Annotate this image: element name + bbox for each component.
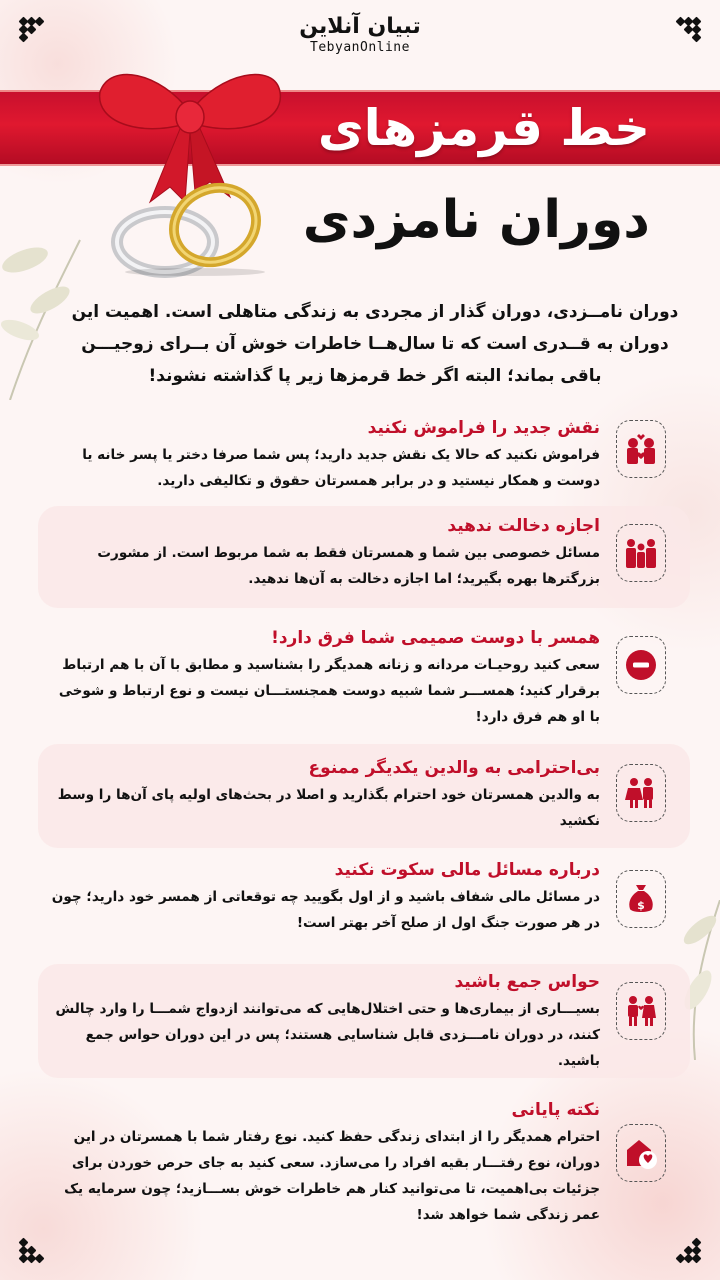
- intro-paragraph: دوران نامــزدی، دوران گذار از مجردی به زندگی متاهلی است. اهمیت این دوران به قــدری است که تا سال‌هــا خاطرات خوش آن بــرای زوجیـــن باقی بماند؛ البته اگر خط قرمزها زیر پا گذاشته نشوند!: [71, 302, 679, 386]
- home-heart-icon: [616, 1124, 666, 1182]
- tip-heading: نقش جدید را فراموش نکنید: [367, 418, 600, 438]
- tip-card-finances: [38, 856, 690, 948]
- tip-heading: اجازه دخالت ندهید: [447, 516, 600, 536]
- tip-body: بسیـــاری از بیماری‌ها و حتی اختلال‌هایی که می‌توانند ازدواج شمـــا را وارد چالش کنند، در دوران نامـــزدی قابل شناسایی هستند؛ پس در این دوران حواس جمع باشید.: [55, 1001, 600, 1069]
- tip-body: فراموش نکنید که حالا یک نقش جدید دارید؛ پس شما صرفا دختر یا پسر خانه یا دوست و همکار نیستید و در برابر همسرتان حقوق و تکالیفی دارید.: [82, 447, 600, 489]
- corner-ornament-bottom-right: [676, 1238, 700, 1262]
- tip-body: به والدین همسرتان خود احترام بگذارید و اصلا در بحث‌های اولیه پای آن‌ها را وسط نکشید: [57, 787, 600, 829]
- corner-ornament-bottom-left: [20, 1238, 44, 1262]
- title-line-2: دوران نامزدی: [302, 190, 650, 250]
- logo-persian: تبیان آنلاین: [299, 14, 421, 39]
- tip-card-final-note: [38, 1096, 690, 1226]
- tip-card-be-attentive: [38, 964, 690, 1078]
- tip-heading: نکته پایانی: [511, 1100, 600, 1120]
- tip-body: در مسائل مالی شفاف باشید و از اول بگویید چه توقعاتی از همسر خود دارید؛ چون در هر صورت جنگ اول از صلح آخر بهتر است!: [51, 889, 600, 931]
- tip-card-spouse-vs-friend: [38, 622, 690, 738]
- no-entry-icon: [616, 636, 666, 694]
- couple-hearts-icon: [616, 420, 666, 478]
- tip-heading: درباره مسائل مالی سکوت نکنید: [334, 860, 600, 880]
- tip-card-respect-parents: [38, 744, 690, 848]
- tip-body: سعی کنید روحیـات مردانه و زنانه همدیگر را بشناسید و مطابق با آن با هم ارتباط برقرار کنید؛ همســـر شما شبیه دوست همجنستـــان نیست و نوع ارتباط و شوخی با او هم فرق دارد!: [58, 657, 600, 725]
- couple-heart-icon: [616, 982, 666, 1040]
- tip-body: احترام همدیگر را از ابتدای زندگی حفظ کنید. نوع رفتار شما با همسرتان در این دوران، نوع رفتـــار بقیه افراد را می‌سازد. سعی کنید به جای حرص خوردن برای جزئیات بی‌اهمیت، تا می‌توانید کنار هم خاطرات خوش بســـازید؛ چون سرمایه یک عمر زندگی شما خواهد شد!: [64, 1129, 600, 1223]
- wedding-rings-icon: [105, 180, 285, 280]
- logo-english: TebyanOnline: [310, 40, 410, 55]
- tip-heading: بی‌احترامی به والدین یکدیگر ممنوع: [308, 758, 600, 778]
- elderly-couple-icon: [616, 764, 666, 822]
- svg-text:$: $: [637, 899, 645, 912]
- tip-card-new-role: [38, 410, 690, 500]
- family-icon: [616, 524, 666, 582]
- tip-heading: همسر با دوست صمیمی شما فرق دارد!: [271, 628, 600, 648]
- title-line-1: خط قرمزهای: [317, 99, 650, 157]
- tip-card-no-interference: [38, 506, 690, 608]
- tip-body: مسائل خصوصی بین شما و همسرتان فقط به شما مربوط است. از مشورت بزرگترها بهره بگیرید؛ اما اجازه دخالت به آن‌ها ندهید.: [97, 545, 600, 587]
- money-bag-icon: [616, 870, 666, 928]
- tip-heading: حواس جمع باشید: [454, 972, 600, 992]
- brand-logo: [0, 14, 720, 55]
